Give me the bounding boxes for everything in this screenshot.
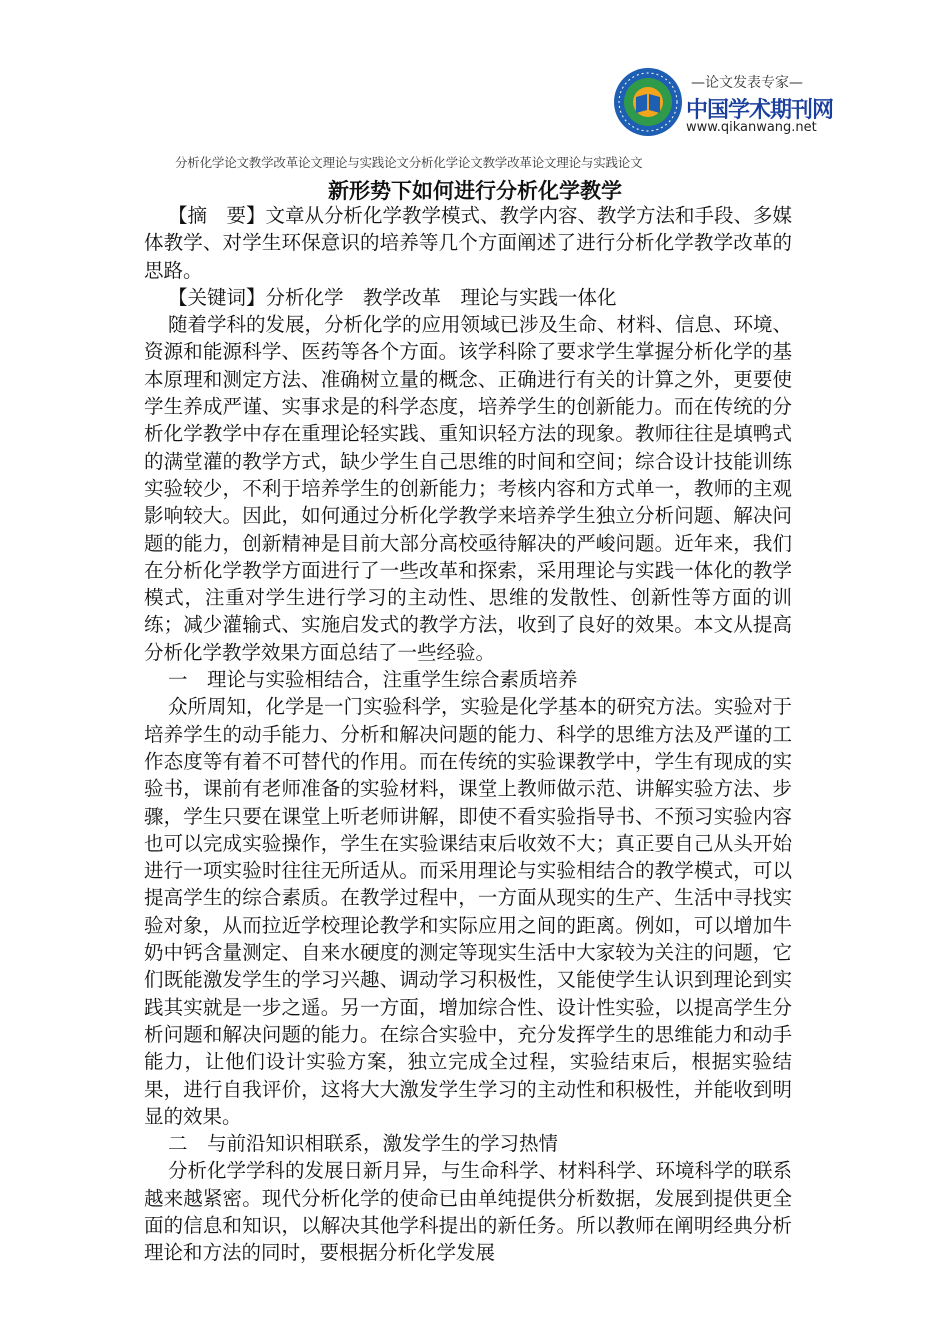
abstract-paragraph: 【摘 要】文章从分析化学教学模式、教学内容、教学方法和手段、多媒体教学、对学生环保意识的培养等几个方面阐述了进行分析化学教学改革的思路。	[144, 204, 793, 282]
document-body	[144, 202, 792, 1267]
keywords-paragraph: 【关键词】分析化学 教学改革 理论与实践一体化	[168, 285, 617, 309]
section-heading-1: 一 理论与实验相结合，注重学生综合素质培养	[168, 668, 578, 692]
running-header: 分析化学论文教学改革论文理论与实践论文分析化学论文教学改革论文理论与实践论文	[175, 155, 643, 170]
section-heading-2: 二 与前沿知识相联系，激发学生的学习热情	[168, 1132, 559, 1156]
logo-slogan: —论文发表专家—	[691, 75, 803, 91]
book-seal-icon	[612, 66, 684, 138]
intro-paragraph: 随着学科的发展，分析化学的应用领域已涉及生命、材料、信息、环境、资源和能源科学、医药等各个方面。该学科除了要求学生掌握分析化学的基本原理和测定方法、准确树立量的概念、正确进行有关的计算之外，更要使学生养成严谨、实事求是的科学态度，培养学生的创新能力。而在传统的分析化学教学中存在重理论轻实践、重知识轻方法的现象。教师往往是填鸭式的满堂灌的教学方式，缺少学生自己思维的时间和空间；综合设计技能训练实验较少，不利于培养学生的创新能力；考核内容和方式单一，教师的主观影响较大。因此，如何通过分析化学教学来培养学生独立分析问题、解决问题的能力，创新精神是目前大部分高校亟待解决的严峻问题。近年来，我们在分析化学教学方面进行了一些改革和探索，采用理论与实践一体化的教学模式，注重对学生进行学习的主动性、思维的发散性、创新性等方面的训练；减少灌输式、实施启发式的教学方法，收到了良好的效果。本文从提高分析化学教学效果方面总结了一些经验。	[144, 313, 793, 664]
section-body-1: 众所周知，化学是一门实验科学，实验是化学基本的研究方法。实验对于培养学生的动手能力、分析和解决问题的能力、科学的思维方法及严谨的工作态度等有着不可替代的作用。而在传统的实验课教学中，学生有现成的实验书，课前有老师准备的实验材料，课堂上教师做示范、讲解实验方法、步骤，学生只要在课堂上听老师讲解，即使不看实验指导书、不预习实验内容也可以完成实验操作，学生在实验课结束后收效不大；真正要自己从头开始进行一项实验时往往无所适从。而采用理论与实验相结合的教学模式，可以提高学生的综合素质。在教学过程中，一方面从现实的生产、生活中寻找实验对象，从而拉近学校理论教学和实际应用之间的距离。例如，可以增加牛奶中钙含量测定、自来水硬度的测定等现实生活中大家较为关注的问题，它们既能激发学生的学习兴趣、调动学习积极性，又能使学生认识到理论到实践其实就是一步之遥。另一方面，增加综合性、设计性实验，以提高学生分析问题和解决问题的能力。在综合实验中，充分发挥学生的思维能力和动手能力，让他们设计实验方案，独立完成全过程，实验结束后，根据实验结果，进行自我评价，这将大大激发学生学习的主动性和积极性，并能收到明显的效果。	[144, 695, 793, 1128]
logo-url: www.qikanwang.net	[686, 120, 817, 135]
logo-name: 中国学术期刊网	[686, 98, 834, 123]
document-title: 新形势下如何进行分析化学教学	[328, 179, 622, 203]
publisher-logo	[612, 66, 834, 146]
section-body-2: 分析化学学科的发展日新月异，与生命科学、材料科学、环境科学的联系越来越紧密。现代分析化学的使命已由单纯提供分析数据，发展到提供更全面的信息和知识，以解决其他学科提出的新任务。所以教师在阐明经典分析理论和方法的同时，要根据分析化学发展	[144, 1159, 793, 1265]
